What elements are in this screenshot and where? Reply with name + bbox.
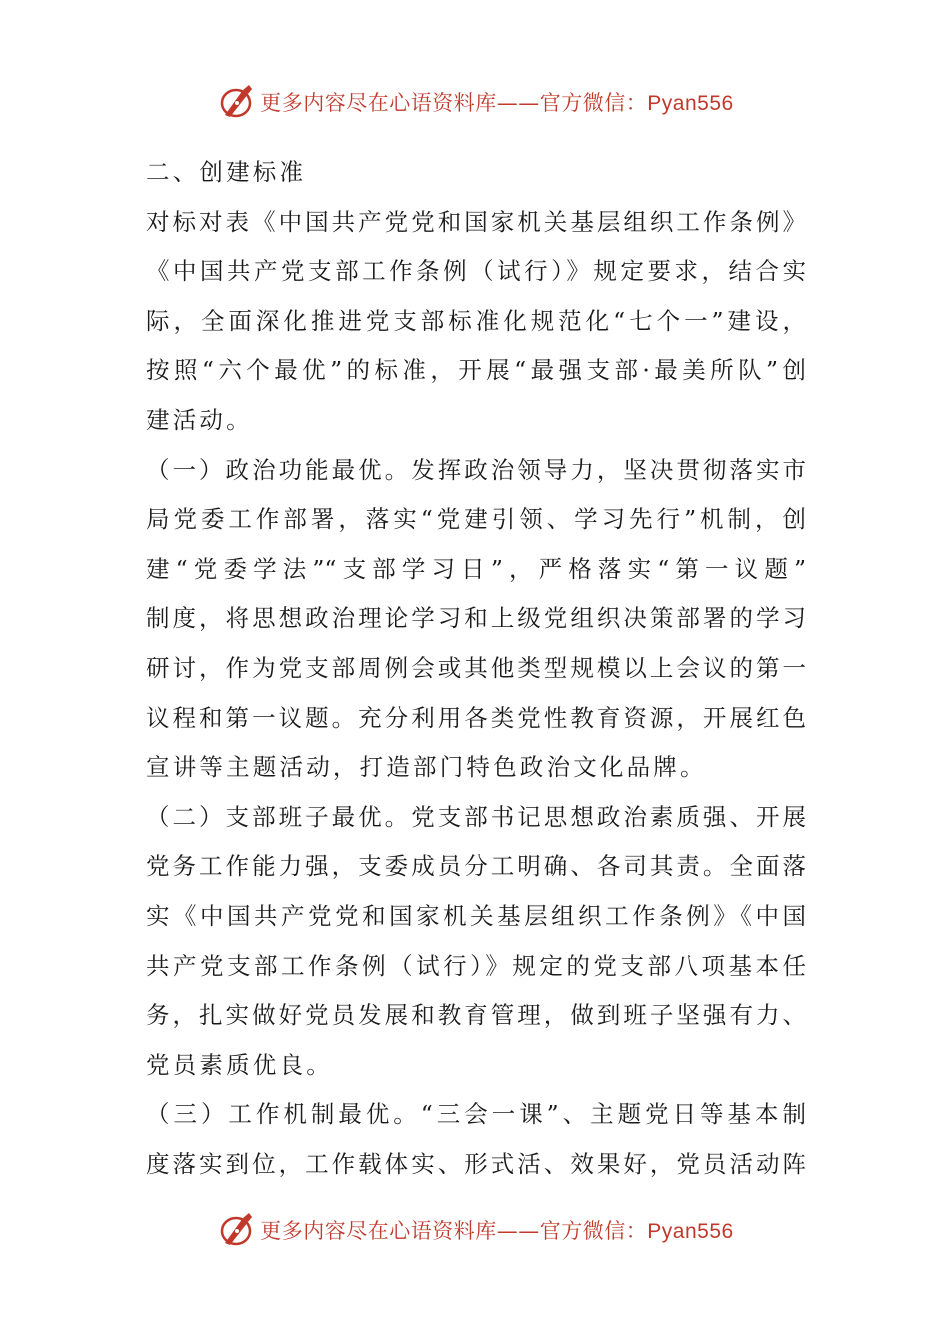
text-line: 《中国共产党支部工作条例（试行）》规定要求，结合实 (146, 257, 806, 286)
document-body (146, 148, 806, 1189)
pen-nib-icon (216, 82, 256, 122)
site-name: 更多内容尽在心语资料库 (260, 1219, 497, 1243)
text-line: （三）工作机制最优。“三会一课”、主题党日等基本制 (146, 1100, 806, 1129)
wechat-label: 官方微信： (539, 1219, 648, 1243)
wechat-id: Pyan556 (647, 1220, 734, 1243)
text-line: 研讨，作为党支部周例会或其他类型规模以上会议的第一 (146, 653, 806, 682)
footer-banner-text (260, 1215, 733, 1245)
section-heading: 二、创建标准 (146, 158, 307, 186)
separator: —— (496, 91, 540, 115)
text-line: （一）政治功能最优。发挥政治领导力，坚决贯彻落实市 (146, 455, 806, 484)
text-line: 局党委工作部署，落实“党建引领、学习先行”机制，创 (146, 505, 806, 534)
footer-banner (0, 1208, 950, 1252)
text-line: 党务工作能力强，支委成员分工明确、各司其责。全面落 (146, 852, 806, 881)
text-line: 议程和第一议题。充分利用各类党性教育资源，开展红色 (146, 703, 806, 732)
text-line: 按照“六个最优”的标准，开展“最强支部·最美所队”创 (146, 356, 806, 385)
text-line: 务，扎实做好党员发展和教育管理，做到班子坚强有力、 (146, 1001, 806, 1030)
text-line: 共产党支部工作条例（试行）》规定的党支部八项基本任 (146, 951, 806, 980)
text-line: （二）支部班子最优。党支部书记思想政治素质强、开展 (146, 802, 806, 831)
site-name: 更多内容尽在心语资料库 (260, 91, 497, 115)
header-banner (0, 80, 950, 124)
text-line: 党员素质优良。 (146, 1050, 333, 1079)
text-line: 建“党委学法”“支部学习日”，严格落实“第一议题” (146, 554, 806, 583)
pen-nib-icon (216, 1210, 256, 1250)
text-line: 建活动。 (146, 405, 253, 434)
text-line: 对标对表《中国共产党党和国家机关基层组织工作条例》 (146, 207, 806, 236)
text-line: 制度，将思想政治理论学习和上级党组织决策部署的学习 (146, 604, 806, 633)
separator: —— (496, 1219, 540, 1243)
text-line: 实《中国共产党党和国家机关基层组织工作条例》《中国 (146, 901, 806, 930)
text-line: 际，全面深化推进党支部标准化规范化“七个一”建设， (146, 306, 806, 335)
header-banner-text (260, 87, 733, 117)
wechat-id: Pyan556 (647, 92, 734, 115)
wechat-label: 官方微信： (539, 91, 648, 115)
text-line: 度落实到位，工作载体实、形式活、效果好，党员活动阵 (146, 1149, 806, 1178)
text-line: 宣讲等主题活动，打造部门特色政治文化品牌。 (146, 753, 707, 782)
